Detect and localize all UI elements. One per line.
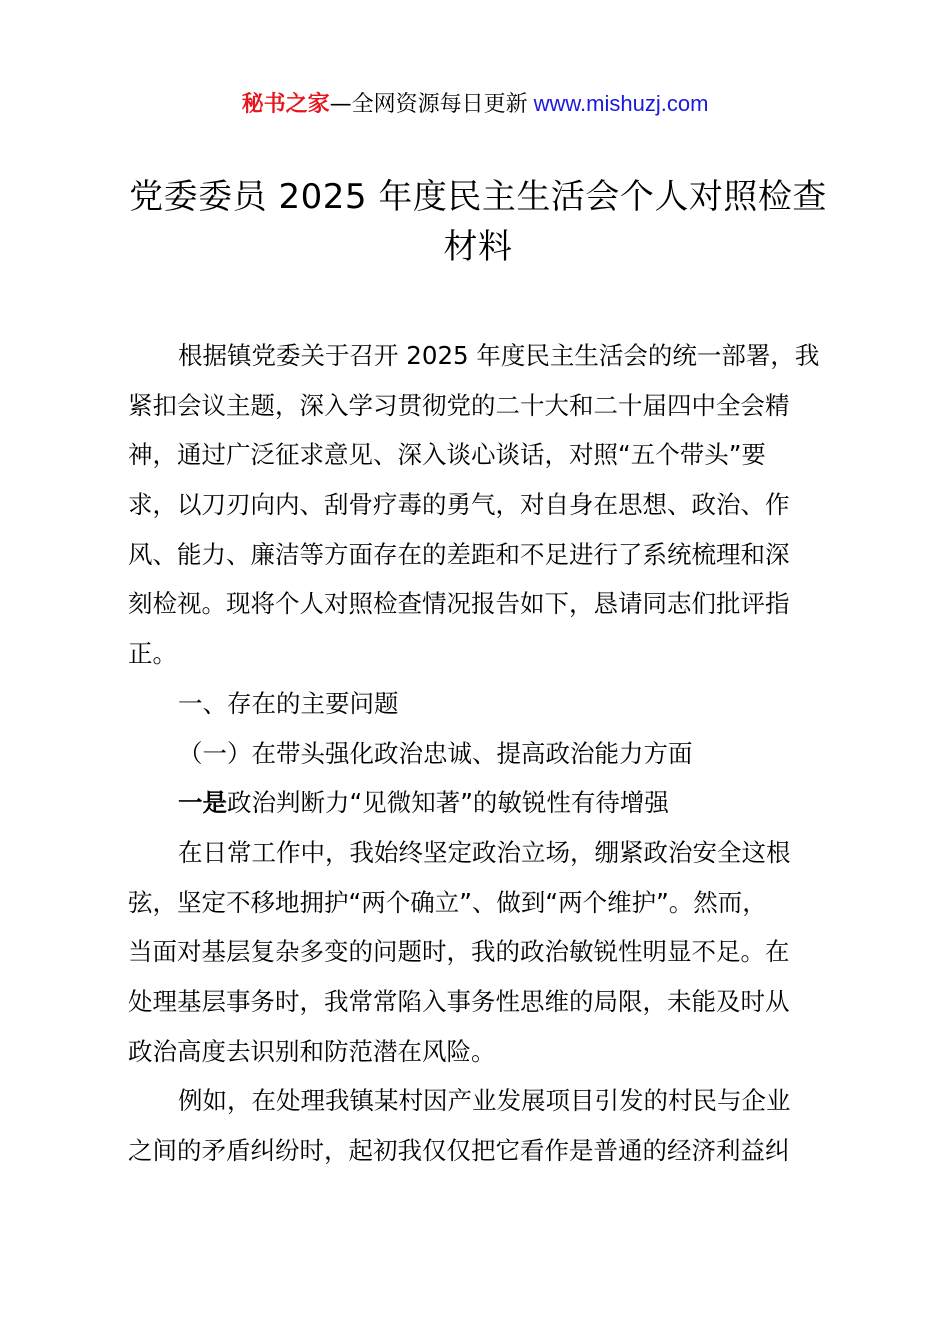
text-line: 求，以刀刃向内、刮骨疗毒的勇气，对自身在思想、政治、作	[128, 490, 790, 520]
header-banner	[0, 88, 950, 121]
point-text: 政治判断力“见微知著”的敏锐性有待增强	[227, 788, 669, 818]
section-heading	[128, 679, 838, 729]
text-line: 处理基层事务时，我常常陷入事务性思维的局限，未能及时从	[128, 986, 790, 1016]
text-line: 紧扣会议主题，深入学习贯彻党的二十大和二十届四中全会精	[128, 390, 790, 420]
point-heading	[128, 778, 838, 828]
text-line: 在日常工作中，我始终坚定政治立场，绷紧政治安全这根	[178, 837, 791, 867]
text-line: 风、能力、廉洁等方面存在的差距和不足进行了系统梳理和深	[128, 539, 790, 569]
text-line: 当面对基层复杂多变的问题时，我的政治敏锐性明显不足。在	[128, 937, 790, 967]
text-line: 之间的矛盾纠纷时，起初我仅仅把它看作是普通的经济利益纠	[128, 1136, 790, 1165]
banner-tagline: —全网资源每日更新	[329, 92, 528, 117]
title-line: 材料	[443, 227, 513, 267]
document-title	[128, 176, 828, 268]
subsection-heading	[128, 729, 838, 779]
text-line: 刻检视。现将个人对照检查情况报告如下，恳请同志们批评指	[128, 589, 790, 619]
title-line: 党委委员 2025 年度民主生活会个人对照检查	[129, 177, 827, 217]
subsection-heading-text: （一）在带头强化政治忠诚、提高政治能力方面	[178, 738, 693, 768]
paragraph-2	[128, 828, 838, 1076]
document-body	[128, 331, 838, 1176]
section-heading-text: 一、存在的主要问题	[178, 688, 399, 718]
text-line: 正。	[128, 639, 177, 669]
website-link[interactable]: www.mishuzj.com	[533, 91, 709, 116]
text-line: 例如，在处理我镇某村因产业发展项目引发的村民与企业	[178, 1086, 791, 1116]
brand-name: 秘书之家	[241, 92, 330, 117]
intro-paragraph	[128, 331, 838, 679]
paragraph-3	[128, 1076, 838, 1175]
point-heading-line	[128, 778, 838, 828]
text-line: 神，通过广泛征求意见、深入谈心谈话，对照“五个带头”要	[128, 440, 766, 470]
text-line: 政治高度去识别和防范潜在风险。	[128, 1036, 496, 1066]
text-line: 弦，坚定不移地拥护“两个确立”、做到“两个维护”。然而，	[128, 887, 767, 917]
text-line: 根据镇党委关于召开 2025 年度民主生活会的统一部署，我	[178, 341, 820, 370]
point-lead: 一是	[178, 788, 227, 818]
